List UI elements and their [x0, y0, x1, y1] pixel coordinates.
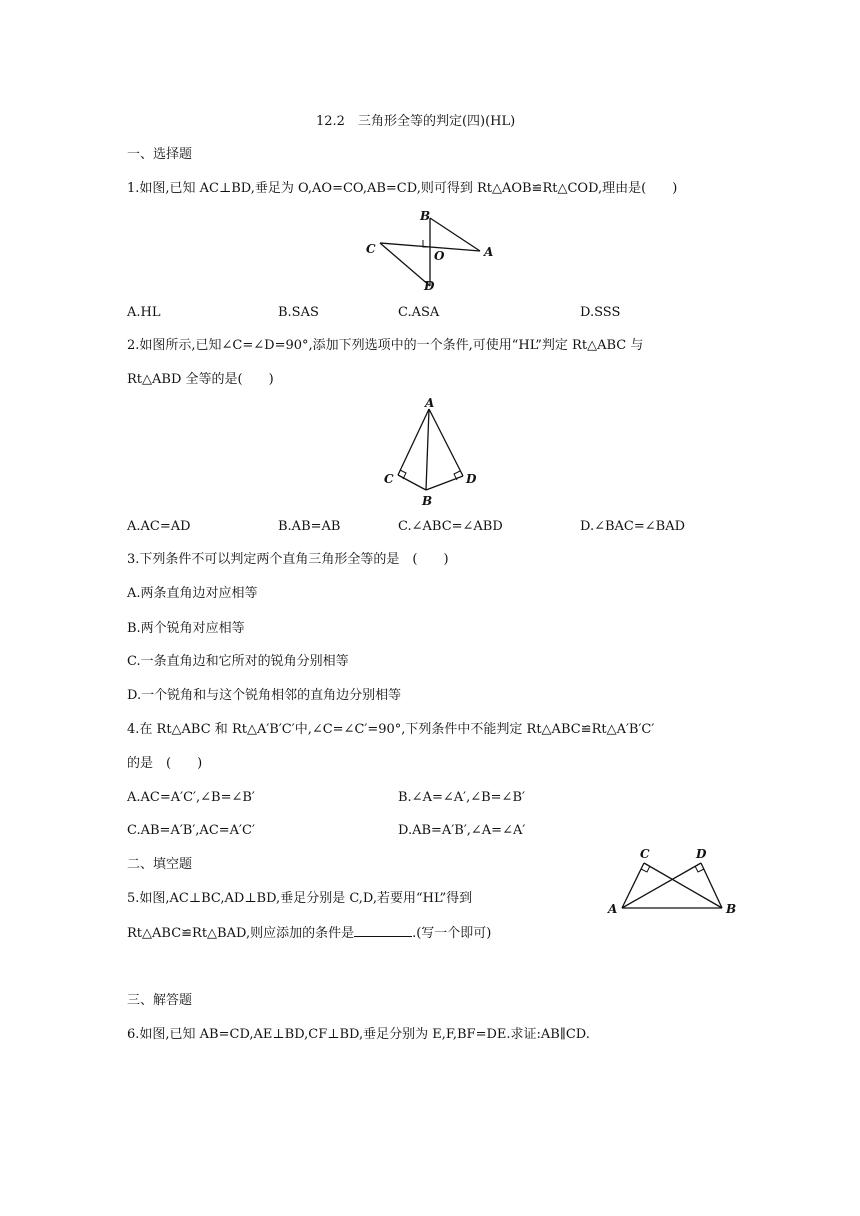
q1-label-a: A	[484, 245, 494, 259]
q5-stem-line2	[127, 924, 491, 943]
q1-stem: 1.如图,已知 AC⊥BD,垂足为 O,AO=CO,AB=CD,则可得到 Rt△AOB≌Rt△COD,理由是( )	[127, 181, 678, 196]
q2-option-d: D.∠BAC=∠BAD	[580, 519, 686, 534]
q1-option-a: A.HL	[127, 305, 161, 320]
q4-option-d: D.AB=A′B′,∠A=∠A′	[398, 823, 526, 838]
q5-label-a: A	[608, 902, 618, 916]
q1-option-b: B.SAS	[278, 305, 319, 320]
q2-label-c: C	[384, 472, 394, 486]
q5-answer-blank[interactable]	[354, 924, 412, 937]
q4-option-c: C.AB=A′B′,AC=A′C′	[127, 823, 255, 838]
q1-option-c: C.ASA	[398, 305, 440, 320]
q5-label-d: D	[696, 847, 707, 861]
q4-option-a: A.AC=A′C′,∠B=∠B′	[127, 790, 255, 805]
q1-label-d: D	[424, 279, 435, 293]
q5-stem-before: Rt△ABC≌Rt△BAD,则应添加的条件是	[127, 926, 355, 941]
q3-option-d: D.一个锐角和与这个锐角相邻的直角边分别相等	[127, 688, 402, 703]
section-solve: 三、解答题	[127, 993, 193, 1008]
q3-option-a: A.两条直角边对应相等	[127, 586, 258, 601]
q2-label-d: D	[466, 472, 477, 486]
q2-option-b: B.AB=AB	[278, 519, 341, 534]
q2-label-a: A	[425, 396, 435, 410]
q3-option-c: C.一条直角边和它所对的锐角分别相等	[127, 654, 349, 669]
q5-stem-after: .(写一个即可)	[412, 926, 492, 941]
q2-figure	[380, 395, 490, 510]
q6-stem: 6.如图,已知 AB=CD,AE⊥BD,CF⊥BD,垂足分别为 E,F,BF=DE.求证:AB∥CD.	[127, 1027, 590, 1042]
q2-stem-line2: Rt△ABD 全等的是( )	[127, 372, 274, 387]
q1-label-c: C	[366, 242, 376, 256]
q2-stem-line1: 2.如图所示,已知∠C=∠D=90°,添加下列选项中的一个条件,可使用“HL”判定 Rt△ABC 与	[127, 338, 644, 353]
q5-label-c: C	[640, 847, 650, 861]
q4-stem-line1: 4.在 Rt△ABC 和 Rt△A′B′C′中,∠C=∠C′=90°,下列条件中不能判定 Rt△ABC≌Rt△A′B′C′	[127, 722, 655, 737]
section-fill: 二、填空题	[127, 857, 193, 872]
q1-option-d: D.SSS	[580, 305, 621, 320]
q2-option-a: A.AC=AD	[127, 519, 191, 534]
q4-option-b: B.∠A=∠A′,∠B=∠B′	[398, 790, 525, 805]
q3-stem: 3.下列条件不可以判定两个直角三角形全等的是 ( )	[127, 552, 449, 567]
q5-label-b: B	[726, 902, 737, 916]
q1-label-o: O	[434, 249, 445, 263]
q1-label-b: B	[420, 209, 431, 223]
page-title: 12.2 三角形全等的判定(四)(HL)	[316, 114, 516, 129]
section-choice: 一、选择题	[127, 147, 193, 162]
q2-option-c: C.∠ABC=∠ABD	[398, 519, 503, 534]
q5-figure	[600, 845, 745, 920]
q1-figure	[360, 208, 510, 293]
q2-label-b: B	[422, 494, 433, 508]
q4-stem-line2: 的是 ( )	[127, 756, 203, 771]
q3-option-b: B.两个锐角对应相等	[127, 621, 245, 636]
q5-stem-line1: 5.如图,AC⊥BC,AD⊥BD,垂足分别是 C,D,若要用“HL”得到	[127, 891, 473, 906]
